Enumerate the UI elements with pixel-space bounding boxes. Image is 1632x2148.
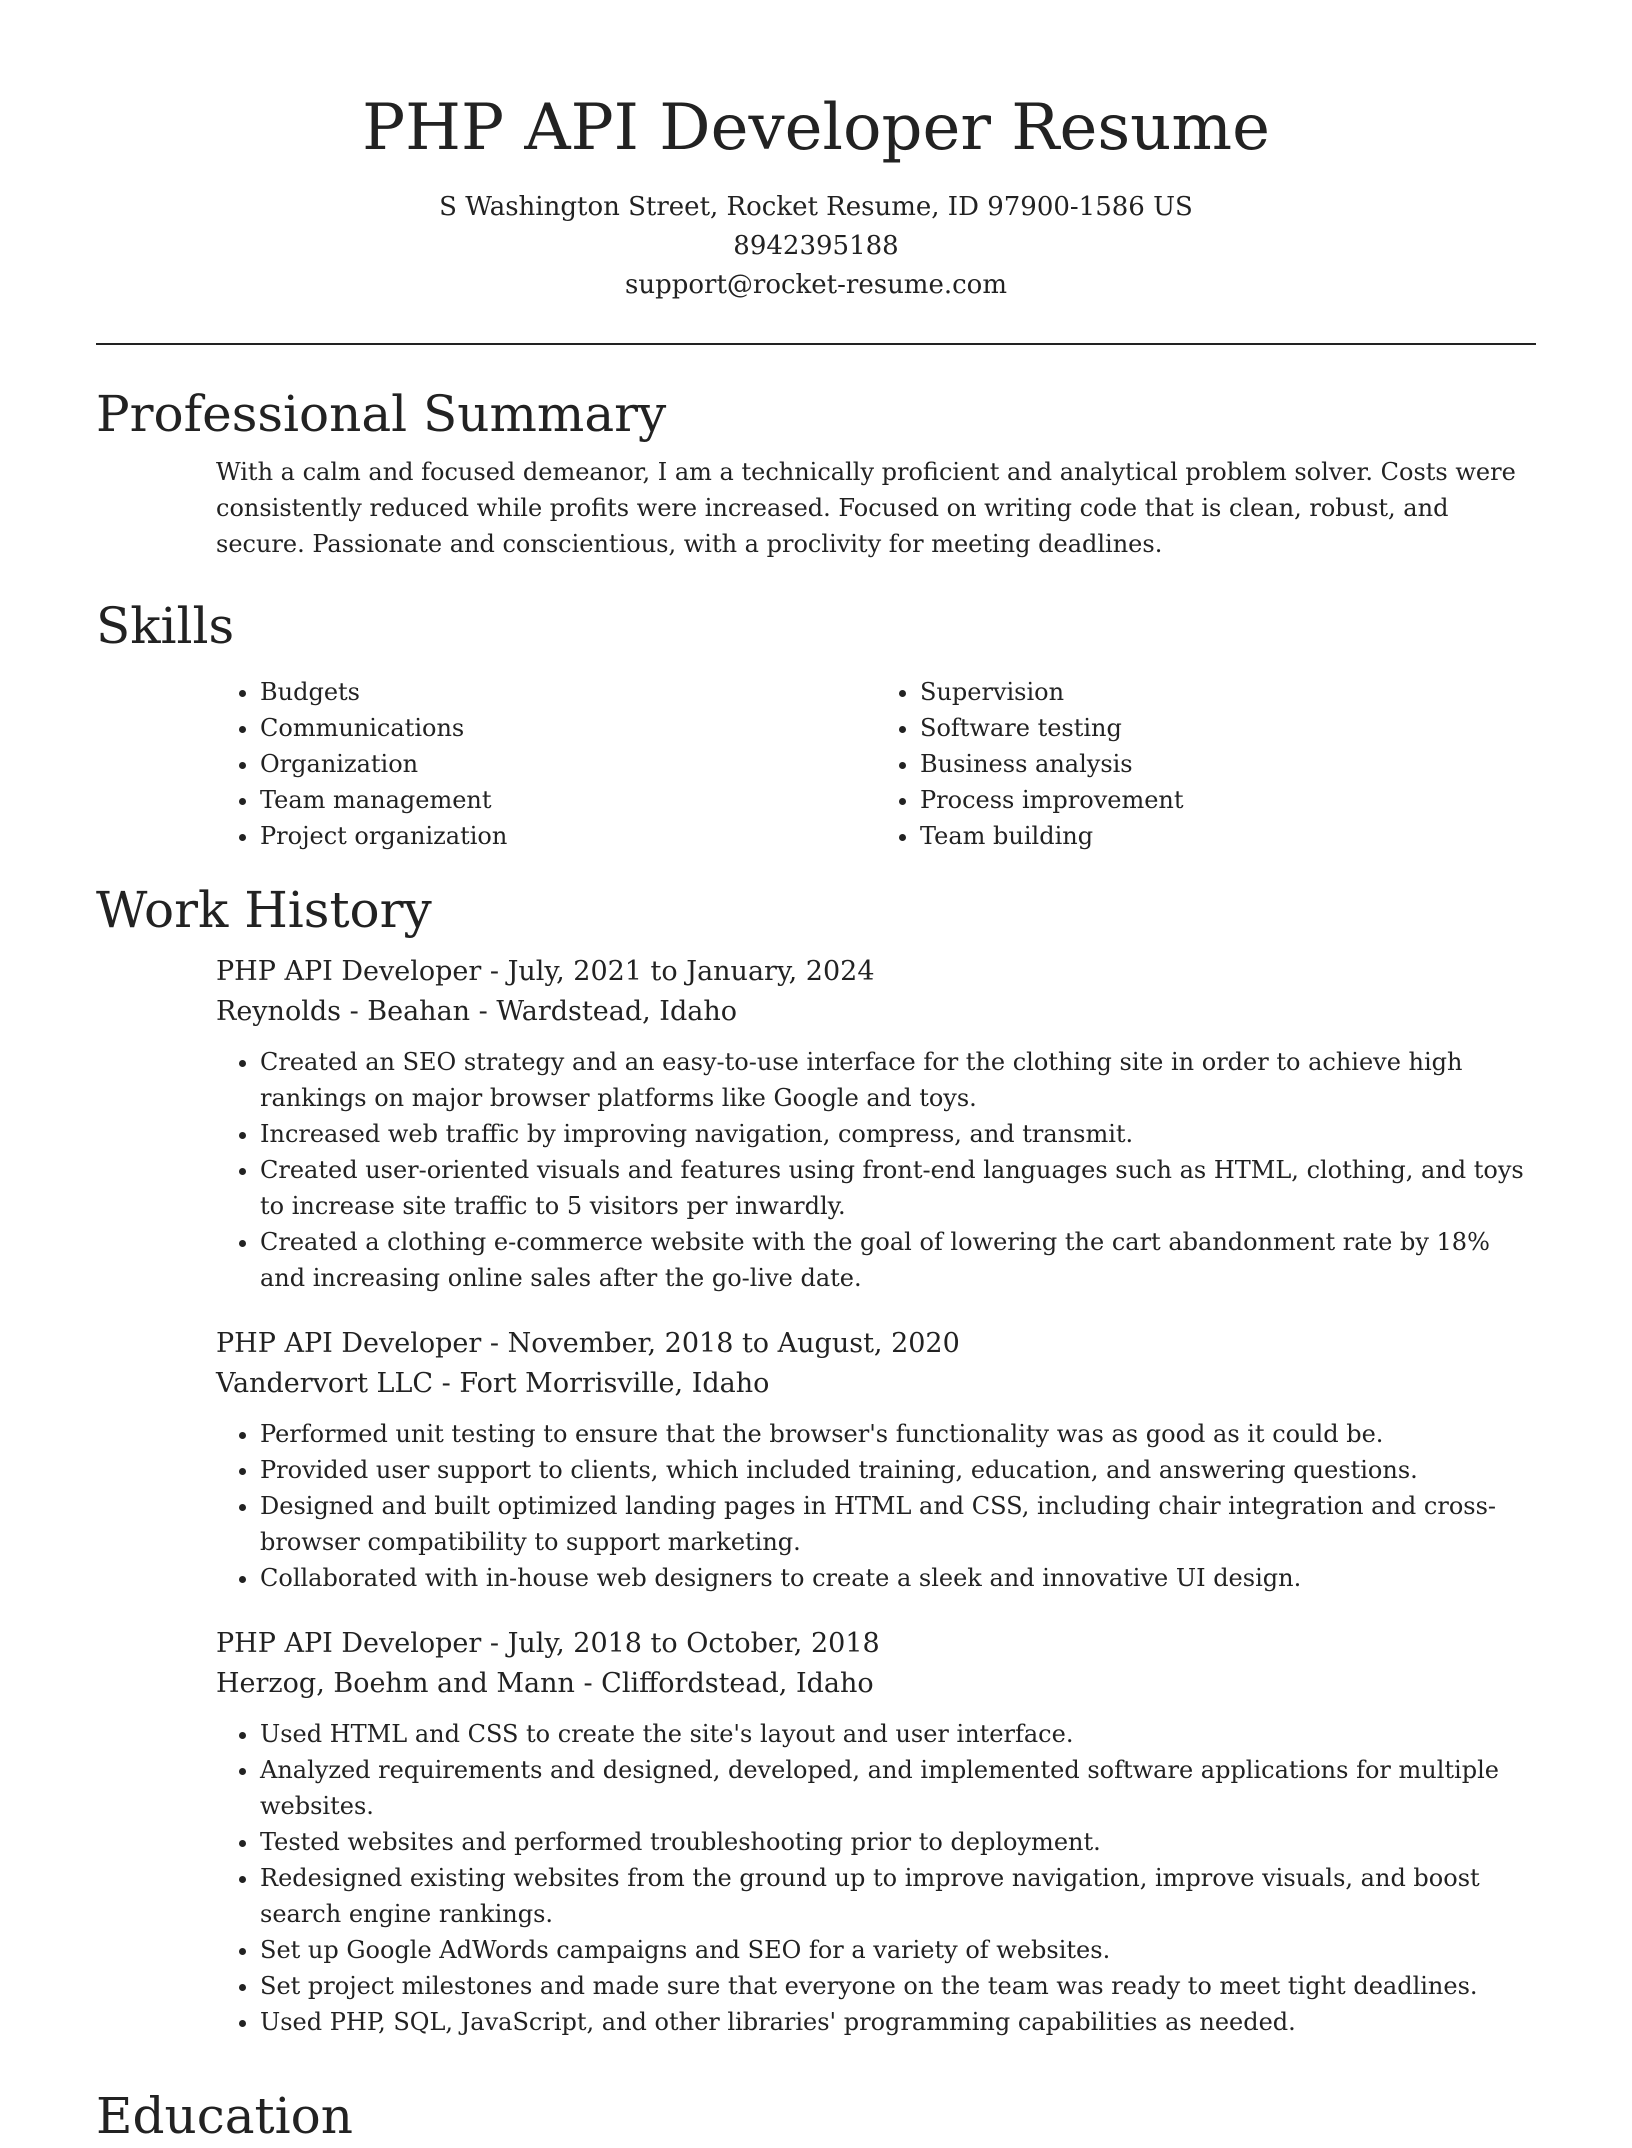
job-title: PHP API Developer - July, 2018 to October, 2018 (216, 1628, 880, 1659)
job-bullet: • Designed and built optimized landing pages in HTML and CSS, including chair integration and cross-browser compatibility to support marketing. (260, 1488, 1536, 1560)
summary-heading: Professional Summary (96, 385, 667, 443)
job-bullet: • Collaborated with in-house web designers to create a sleek and innovative UI design. (260, 1560, 1536, 1596)
job-company: Herzog, Boehm and Mann - Cliffordstead, Idaho (216, 1668, 874, 1699)
skills-heading: Skills (96, 597, 235, 655)
skill-item: • Organization (260, 746, 876, 782)
skill-item: • Business analysis (920, 746, 1536, 782)
skill-item: • Supervision (920, 674, 1536, 710)
job-bullet: • Created user-oriented visuals and features using front-end languages such as HTML, clothing, and toys to increase site traffic to 5 visitors per inwardly. (260, 1152, 1536, 1224)
summary-text: With a calm and focused demeanor, I am a technically proficient and analytical problem solver. Costs were consistently reduced while profits were increased. Focused on writing code that is clean, robust, and secure. Passionate and conscientious, with a proclivity for meeting deadlines. (216, 458, 1516, 558)
job-company: Vandervort LLC - Fort Morrisville, Idaho (216, 1368, 770, 1399)
skill-item: • Communications (260, 710, 876, 746)
skills-columns (216, 674, 1536, 854)
skill-item: • Software testing (920, 710, 1536, 746)
contact-block (96, 188, 1536, 305)
skill-item: • Budgets (260, 674, 876, 710)
contact-email: support@rocket-resume.com (624, 270, 1007, 300)
skill-item: • Project organization (260, 818, 876, 854)
job-bullet: • Set project milestones and made sure that everyone on the team was ready to meet tight deadlines. (260, 1968, 1536, 2004)
skills-list-left (216, 674, 876, 854)
job-title: PHP API Developer - November, 2018 to August, 2020 (216, 1328, 960, 1359)
job-bullet: • Used PHP, SQL, JavaScript, and other libraries' programming capabilities as needed. (260, 2004, 1536, 2040)
header-divider (96, 343, 1536, 345)
job-entry (216, 952, 1536, 1296)
skills-section (96, 594, 1536, 854)
job-bullets (216, 1044, 1536, 1296)
job-bullet: • Used HTML and CSS to create the site's layout and user interface. (260, 1716, 1536, 1752)
job-bullet: • Set up Google AdWords campaigns and SEO for a variety of websites. (260, 1932, 1536, 1968)
job-bullet: • Created an SEO strategy and an easy-to-use interface for the clothing site in order to achieve high rankings on major browser platforms like Google and toys. (260, 1044, 1536, 1116)
contact-phone: 8942395188 (733, 231, 899, 261)
skill-item: • Team building (920, 818, 1536, 854)
skills-list-right (876, 674, 1536, 854)
job-bullet: • Redesigned existing websites from the ground up to improve navigation, improve visuals, and boost search engine rankings. (260, 1860, 1536, 1932)
skill-item: • Team management (260, 782, 876, 818)
skill-item: • Process improvement (920, 782, 1536, 818)
work-history-heading: Work History (96, 881, 432, 939)
job-bullet: • Analyzed requirements and designed, developed, and implemented software applications for multiple websites. (260, 1752, 1536, 1824)
summary-section (96, 382, 1536, 562)
resume-header (96, 0, 1536, 305)
contact-address: S Washington Street, Rocket Resume, ID 97900-1586 US (439, 192, 1193, 222)
job-entry (216, 1624, 1536, 2040)
resume-title: PHP API Developer Resume (362, 91, 1270, 165)
job-bullets (216, 1416, 1536, 1596)
job-bullet: • Increased web traffic by improving navigation, compress, and transmit. (260, 1116, 1536, 1152)
job-title: PHP API Developer - July, 2021 to January, 2024 (216, 956, 875, 987)
education-heading: Education (96, 2087, 353, 2145)
job-bullet: • Created a clothing e-commerce website with the goal of lowering the cart abandonment rate by 18% and increasing online sales after the go-live date. (260, 1224, 1536, 1296)
resume-page (96, 0, 1536, 2145)
education-section (96, 2084, 1536, 2148)
job-bullets (216, 1716, 1536, 2040)
job-bullet: • Tested websites and performed troubleshooting prior to deployment. (260, 1824, 1536, 1860)
work-history-section (96, 878, 1536, 2040)
job-bullet: • Provided user support to clients, which included training, education, and answering questions. (260, 1452, 1536, 1488)
job-bullet: • Performed unit testing to ensure that the browser's functionality was as good as it could be. (260, 1416, 1536, 1452)
job-entry (216, 1324, 1536, 1596)
job-company: Reynolds - Beahan - Wardstead, Idaho (216, 996, 737, 1027)
